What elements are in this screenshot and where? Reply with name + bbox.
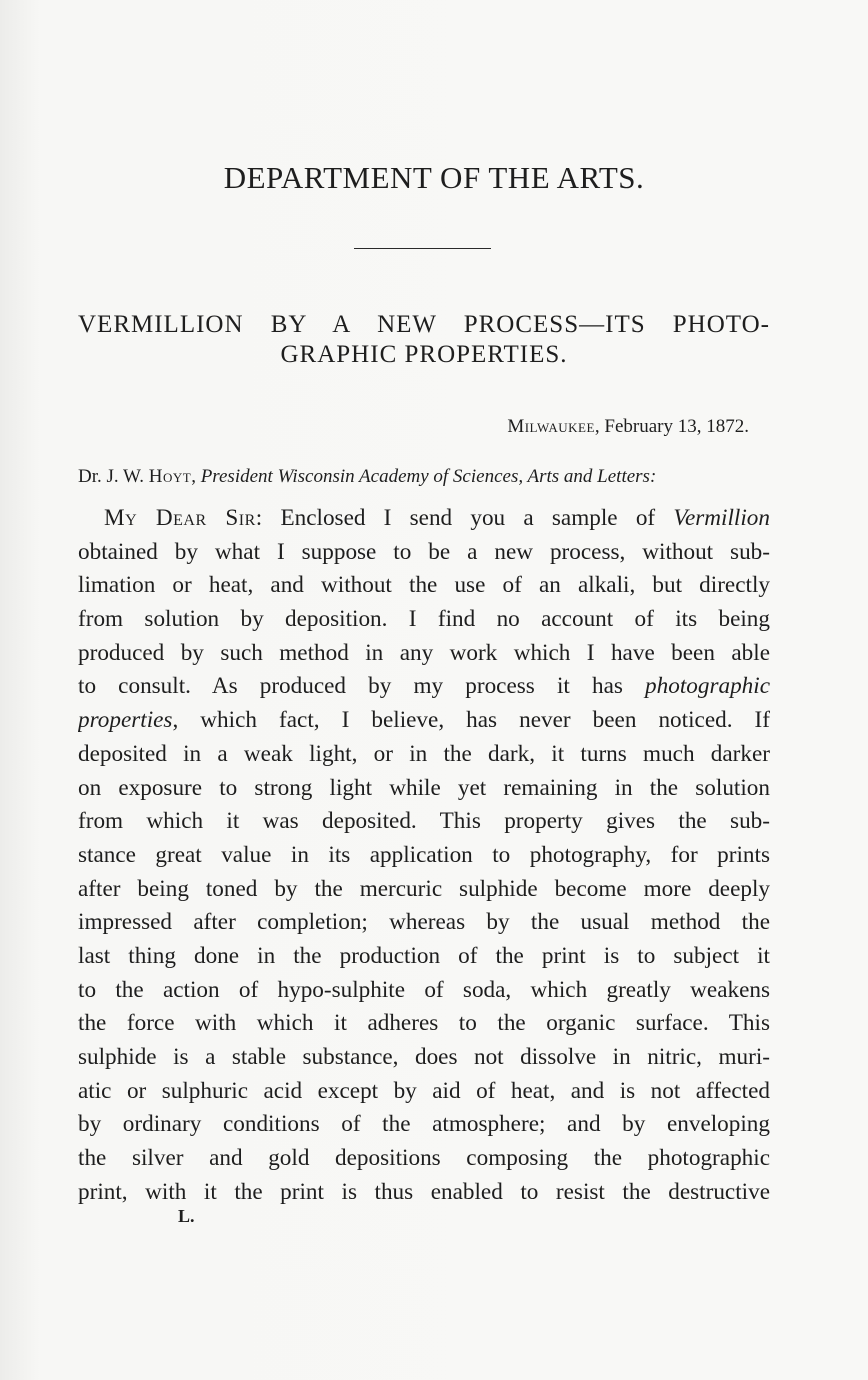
article-title-line-1: VERMILLION BY A NEW PROCESS—ITS PHOTO- <box>78 311 770 338</box>
letter-line: last thing done in the production of the print is to subject it <box>78 942 770 969</box>
letter-italic: properties <box>78 707 173 734</box>
letter-line: the silver and gold depositions composing the photographic <box>78 1145 770 1172</box>
letter-text: : Enclosed I send you a sample of <box>255 505 674 531</box>
letter-line: stance great value in its application to photography, for prints <box>78 841 770 868</box>
letter-line <box>78 502 770 536</box>
letter-line: atic or sulphuric acid except by aid of heat, and is not affected <box>78 1077 770 1104</box>
letter-line: from solution by deposition. I find no account of its being <box>78 606 770 633</box>
salutation-office: President Wisconsin Academy of Sciences, Arts and Letters: <box>200 466 657 487</box>
letter-opening: My Dear Sir <box>104 505 256 531</box>
letter-line: print, with it the print is thus enabled to resist the destructive <box>78 1178 770 1205</box>
letter-text: , which fact, I believe, has never been noticed. If <box>172 707 770 734</box>
letter-italic: Vermillion <box>673 505 770 531</box>
department-heading: DEPARTMENT OF THE ARTS. <box>223 160 645 195</box>
letter-line: from which it was deposited. This property gives the sub- <box>78 808 770 835</box>
letter-line: produced by such method in any work which I have been able <box>78 639 770 666</box>
dateline <box>300 416 749 438</box>
letter-line: impressed after completion; whereas by the usual method the <box>78 909 770 936</box>
letter-line: the force with which it adheres to the organic surface. This <box>78 1010 770 1037</box>
letter-italic: photographic <box>645 673 770 700</box>
signature-mark: L. <box>178 1206 195 1226</box>
letter-line: by ordinary conditions of the atmosphere; and by enveloping <box>78 1111 770 1138</box>
dateline-place: Milwaukee <box>507 416 595 437</box>
salutation-separator: , <box>191 466 201 487</box>
letter-line: to the action of hypo-sulphite of soda, which greatly weakens <box>78 976 770 1003</box>
letter-line: on exposure to strong light while yet remaining in the solution <box>78 774 770 801</box>
letter-text: to consult. As produced by my process it has <box>78 673 646 700</box>
letter-line <box>78 704 770 738</box>
letter-line: deposited in a weak light, or in the dark, it turns much darker <box>78 740 770 767</box>
article-title-line-2: GRAPHIC PROPERTIES. <box>280 341 568 368</box>
letter-body <box>78 502 770 1209</box>
letter-line: limation or heat, and without the use of an alkali, but directly <box>78 572 770 599</box>
dateline-date: , February 13, 1872. <box>594 416 749 437</box>
letter-line: sulphide is a stable substance, does not dissolve in nitric, muri- <box>78 1044 770 1070</box>
salutation-name: Dr. J. W. <box>78 466 149 487</box>
salutation <box>78 466 778 488</box>
salutation-surname: Hoyt <box>148 466 192 487</box>
article-title <box>78 310 770 370</box>
letter-line: after being toned by the mercuric sulphide become more deeply <box>78 875 770 902</box>
letter-line: obtained by what I suppose to be a new process, without sub- <box>78 538 770 565</box>
heading-rule <box>354 248 491 249</box>
letter-line <box>78 670 770 704</box>
